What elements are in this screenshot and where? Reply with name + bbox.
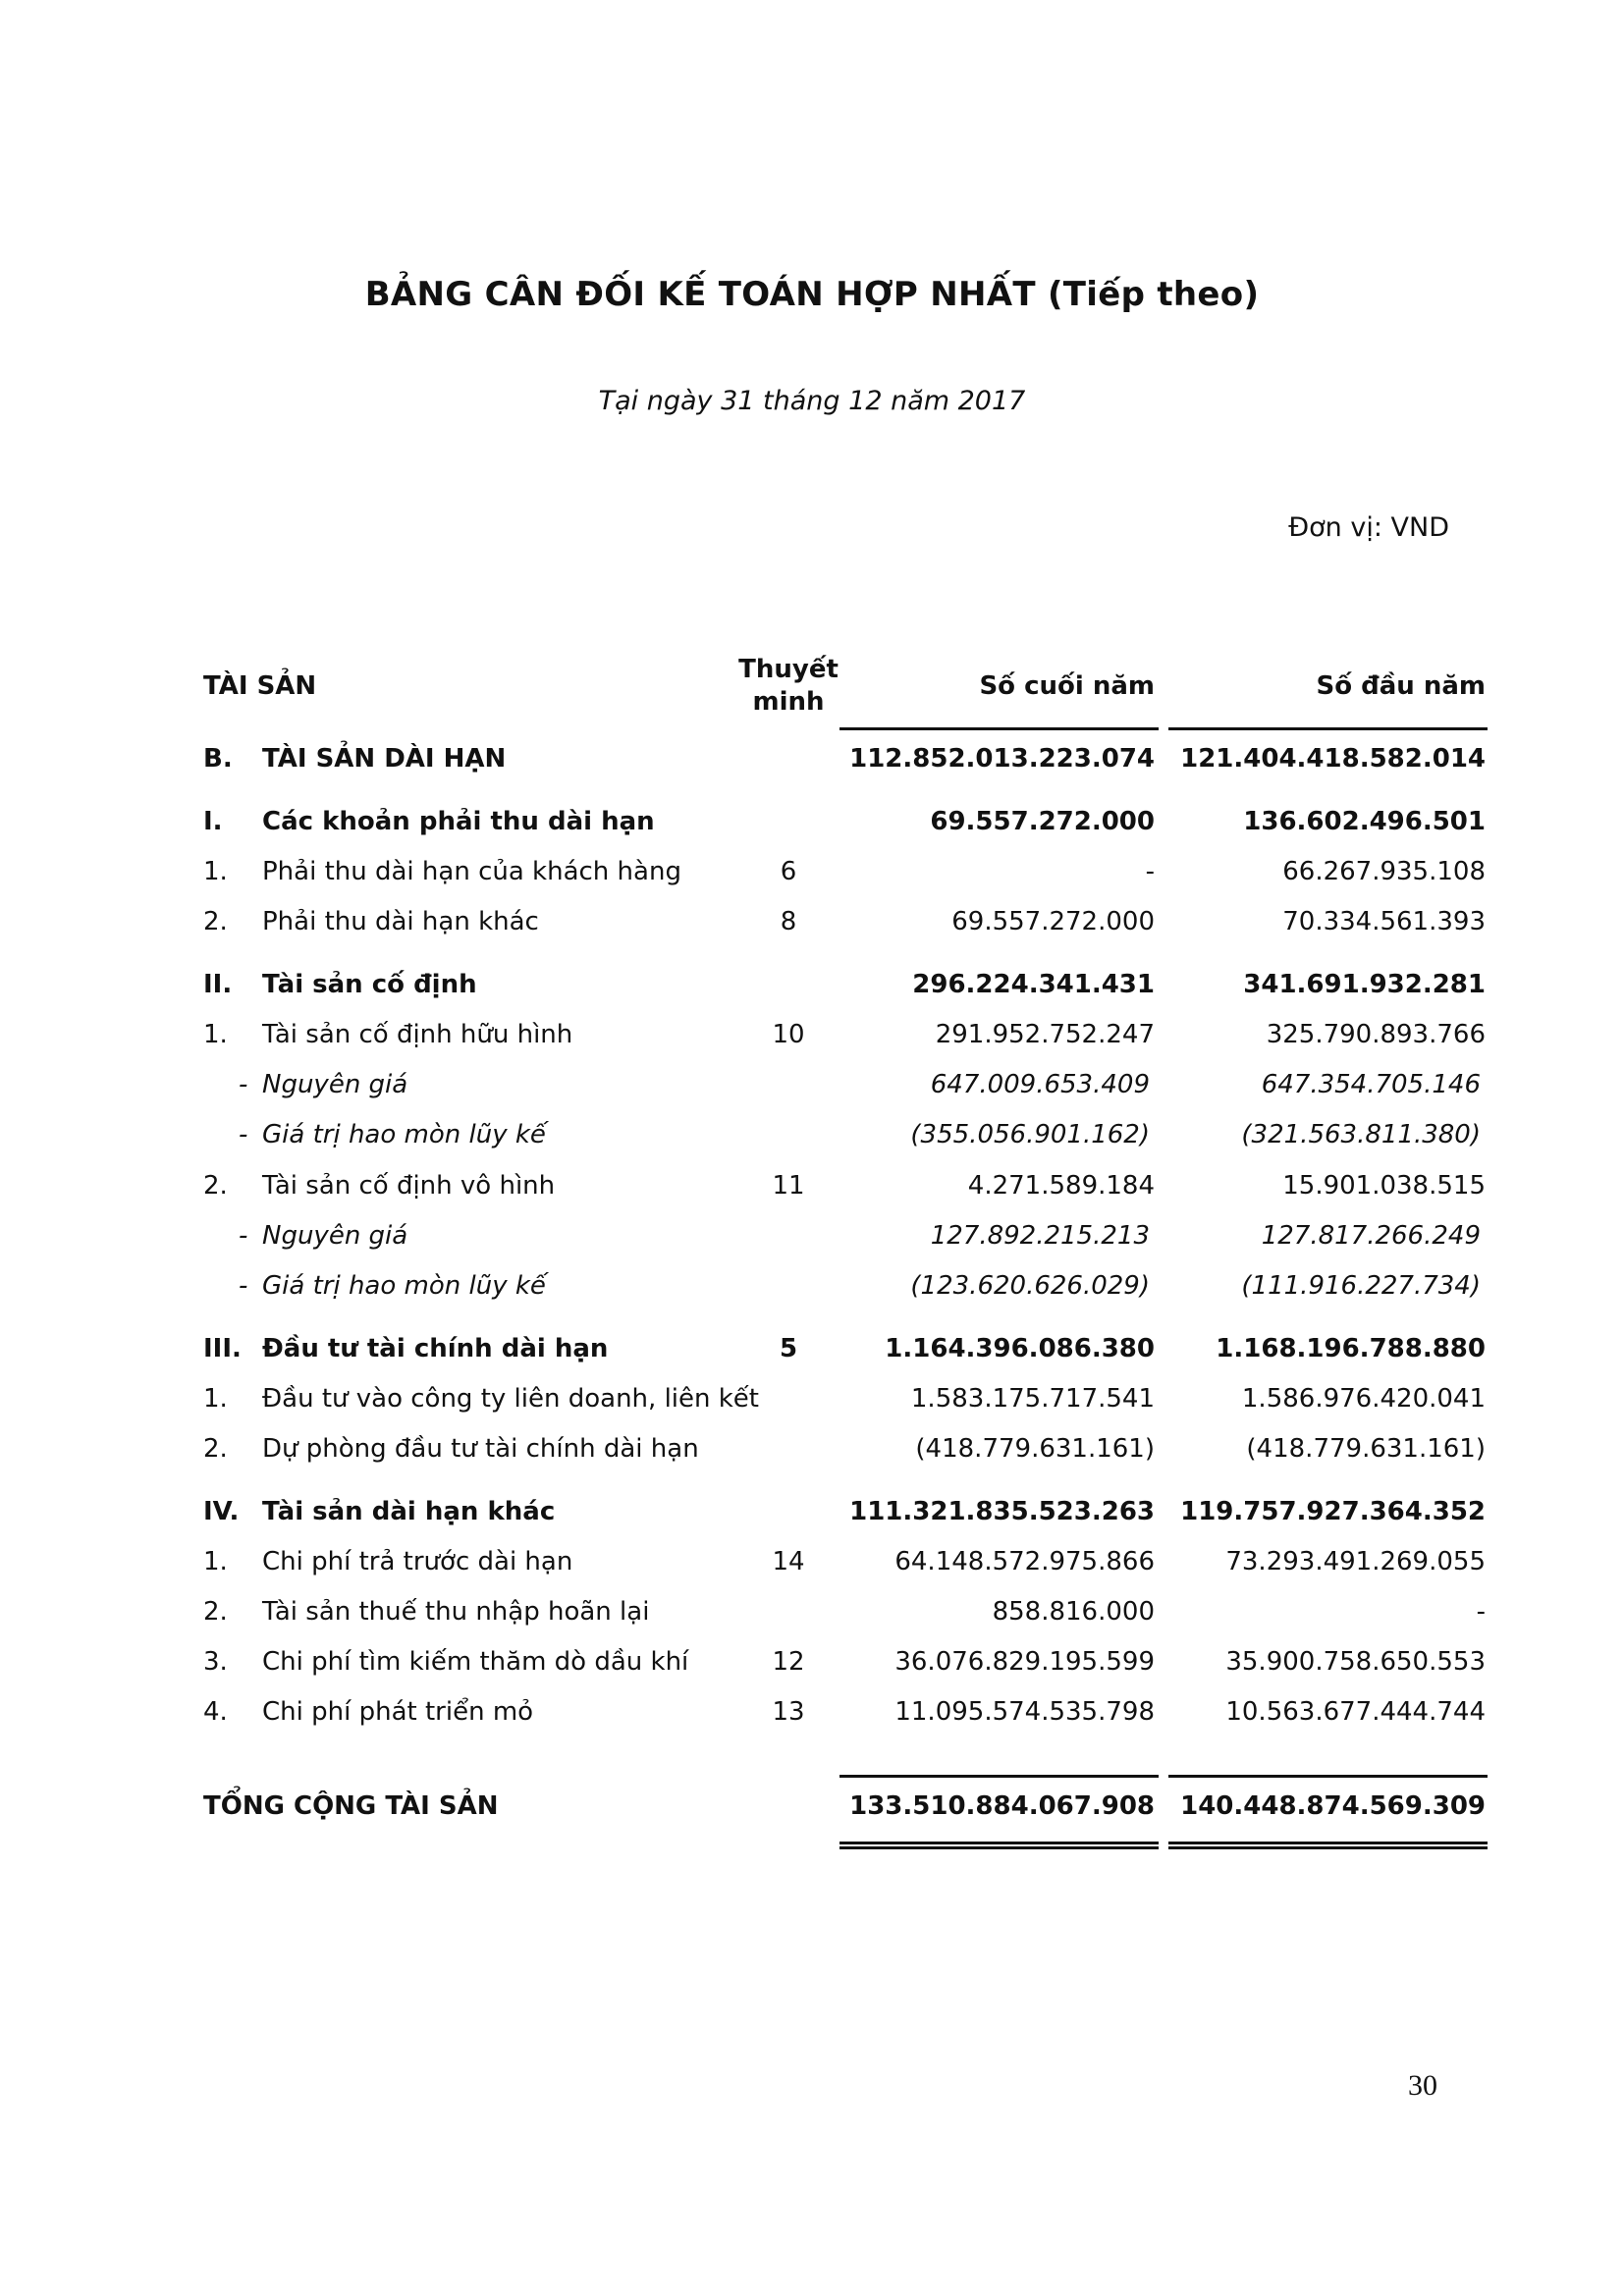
row-code: III.: [203, 1334, 242, 1363]
row-note: 11: [772, 1171, 805, 1201]
total-end-value: 133.510.884.067.908: [849, 1791, 1155, 1821]
row-label: Dự phòng đầu tư tài chính dài hạn: [262, 1434, 699, 1464]
row-begin-value: 1.168.196.788.880: [1216, 1334, 1486, 1363]
row-label: Đầu tư tài chính dài hạn: [262, 1334, 609, 1363]
row-begin-value: (418.779.631.161): [1246, 1434, 1486, 1464]
row-note: 14: [772, 1547, 805, 1576]
row-code: 4.: [203, 1697, 228, 1727]
table-row: [0, 1067, 1624, 1102]
row-label: Giá trị hao mòn lũy kế: [262, 1120, 546, 1149]
row-begin-value: 647.354.705.146: [1261, 1070, 1481, 1099]
row-label: Phải thu dài hạn khác: [262, 907, 539, 936]
row-code: 1.: [203, 857, 228, 886]
row-begin-value: -: [1476, 1597, 1486, 1627]
row-label: Chi phí tìm kiếm thăm dò dầu khí: [262, 1647, 689, 1677]
row-label: Tài sản dài hạn khác: [262, 1497, 556, 1526]
row-begin-value: 136.602.496.501: [1243, 807, 1486, 836]
row-begin-value: 119.757.927.364.352: [1180, 1497, 1486, 1526]
header-rule-begin: [1168, 727, 1488, 730]
row-code: 1.: [203, 1020, 228, 1049]
table-row: [0, 1017, 1624, 1052]
total-top-rule-begin: [1168, 1775, 1488, 1778]
row-end-value: 112.852.013.223.074: [849, 744, 1155, 774]
table-row: [0, 741, 1624, 776]
row-begin-value: 15.901.038.515: [1282, 1171, 1486, 1201]
row-label: Phải thu dài hạn của khách hàng: [262, 857, 681, 886]
row-begin-value: (111.916.227.734): [1241, 1271, 1481, 1301]
table-row: [0, 1544, 1624, 1579]
report-date: Tại ngày 31 tháng 12 năm 2017: [598, 386, 1026, 416]
total-top-rule-end: [839, 1775, 1159, 1778]
table-row: [0, 804, 1624, 839]
row-label: Tài sản cố định: [262, 970, 477, 999]
row-end-value: (418.779.631.161): [915, 1434, 1155, 1464]
table-row: [0, 1594, 1624, 1629]
table-row: [0, 1331, 1624, 1366]
row-begin-value: 66.267.935.108: [1282, 857, 1486, 886]
table-row: [0, 1431, 1624, 1467]
row-end-value: 1.583.175.717.541: [910, 1384, 1155, 1414]
row-begin-value: 10.563.677.444.744: [1225, 1697, 1486, 1727]
row-begin-value: 1.586.976.420.041: [1241, 1384, 1486, 1414]
row-code: 2.: [203, 1434, 228, 1464]
row-end-value: 1.164.396.086.380: [885, 1334, 1155, 1363]
row-end-value: 69.557.272.000: [951, 907, 1155, 936]
table-row: [0, 1694, 1624, 1730]
row-code: -: [239, 1070, 248, 1099]
row-begin-value: 121.404.418.582.014: [1180, 744, 1486, 774]
row-code: 2.: [203, 1597, 228, 1627]
row-code: I.: [203, 807, 223, 836]
row-code: IV.: [203, 1497, 240, 1526]
row-label: Đầu tư vào công ty liên doanh, liên kết: [262, 1384, 759, 1414]
table-row: [0, 1168, 1624, 1203]
row-code: II.: [203, 970, 233, 999]
row-begin-value: 341.691.932.281: [1243, 970, 1486, 999]
row-code: 3.: [203, 1647, 228, 1677]
row-note: 6: [780, 857, 797, 886]
header-note: [727, 654, 850, 719]
row-code: 2.: [203, 1171, 228, 1201]
row-note: 5: [779, 1334, 798, 1363]
row-note: 8: [780, 907, 797, 936]
row-code: 1.: [203, 1384, 228, 1414]
currency-unit: Đơn vị: VND: [1288, 512, 1449, 543]
table-row: [0, 967, 1624, 1002]
row-code: 2.: [203, 907, 228, 936]
row-end-value: (123.620.626.029): [910, 1271, 1150, 1301]
row-end-value: 291.952.752.247: [935, 1020, 1155, 1049]
row-end-value: 64.148.572.975.866: [894, 1547, 1155, 1576]
table-row: [0, 1381, 1624, 1416]
header-asset: TÀI SẢN: [203, 671, 317, 701]
total-row: [0, 1789, 1624, 1824]
row-begin-value: 35.900.758.650.553: [1225, 1647, 1486, 1677]
table-row: [0, 1494, 1624, 1529]
table-row: [0, 1268, 1624, 1304]
total-double-rule-end: [839, 1842, 1159, 1844]
row-code: -: [239, 1120, 248, 1149]
row-end-value: 111.321.835.523.263: [849, 1497, 1155, 1526]
table-row: [0, 1218, 1624, 1254]
total-double-rule-end-2: [839, 1846, 1159, 1849]
row-label: Chi phí phát triển mỏ: [262, 1697, 534, 1727]
table-row: [0, 854, 1624, 889]
row-label: TÀI SẢN DÀI HẠN: [262, 744, 507, 774]
row-label: Các khoản phải thu dài hạn: [262, 807, 655, 836]
row-code: -: [239, 1221, 248, 1251]
header-rule-end: [839, 727, 1159, 730]
row-end-value: 858.816.000: [992, 1597, 1155, 1627]
table-row: [0, 1644, 1624, 1680]
page-title: BẢNG CÂN ĐỐI KẾ TOÁN HỢP NHẤT (Tiếp theo): [364, 275, 1260, 314]
row-end-value: (355.056.901.162): [910, 1120, 1150, 1149]
table-row: [0, 904, 1624, 939]
row-label: Giá trị hao mòn lũy kế: [262, 1271, 546, 1301]
row-label: Tài sản cố định hữu hình: [262, 1020, 573, 1049]
total-begin-value: 140.448.874.569.309: [1180, 1791, 1486, 1821]
row-begin-value: 73.293.491.269.055: [1225, 1547, 1486, 1576]
row-end-value: 4.271.589.184: [967, 1171, 1155, 1201]
row-end-value: 11.095.574.535.798: [894, 1697, 1155, 1727]
row-begin-value: 127.817.266.249: [1261, 1221, 1481, 1251]
total-double-rule-begin: [1168, 1842, 1488, 1844]
row-code: B.: [203, 744, 233, 774]
page-number: 30: [1408, 2069, 1437, 2102]
row-note: 12: [772, 1647, 805, 1677]
row-label: Nguyên giá: [262, 1221, 408, 1251]
row-note: 13: [772, 1697, 805, 1727]
row-begin-value: (321.563.811.380): [1241, 1120, 1481, 1149]
row-note: 10: [772, 1020, 805, 1049]
header-begin-year: Số đầu năm: [1316, 671, 1486, 701]
row-label: Chi phí trả trước dài hạn: [262, 1547, 573, 1576]
row-begin-value: 70.334.561.393: [1282, 907, 1486, 936]
row-begin-value: 325.790.893.766: [1266, 1020, 1486, 1049]
row-end-value: 647.009.653.409: [930, 1070, 1150, 1099]
row-label: Nguyên giá: [262, 1070, 408, 1099]
row-end-value: -: [1145, 857, 1155, 886]
row-label: Tài sản cố định vô hình: [262, 1171, 556, 1201]
header-note-line1: Thuyết: [738, 655, 839, 684]
row-code: 1.: [203, 1547, 228, 1576]
row-label: Tài sản thuế thu nhập hoãn lại: [262, 1597, 650, 1627]
total-double-rule-begin-2: [1168, 1846, 1488, 1849]
header-end-year: Số cuối năm: [979, 671, 1155, 701]
row-end-value: 69.557.272.000: [930, 807, 1155, 836]
row-end-value: 296.224.341.431: [912, 970, 1155, 999]
total-label: TỔNG CỘNG TÀI SẢN: [203, 1791, 499, 1821]
row-end-value: 127.892.215.213: [930, 1221, 1150, 1251]
row-end-value: 36.076.829.195.599: [894, 1647, 1155, 1677]
header-note-line2: minh: [752, 687, 825, 717]
row-code: -: [239, 1271, 248, 1301]
table-row: [0, 1117, 1624, 1152]
